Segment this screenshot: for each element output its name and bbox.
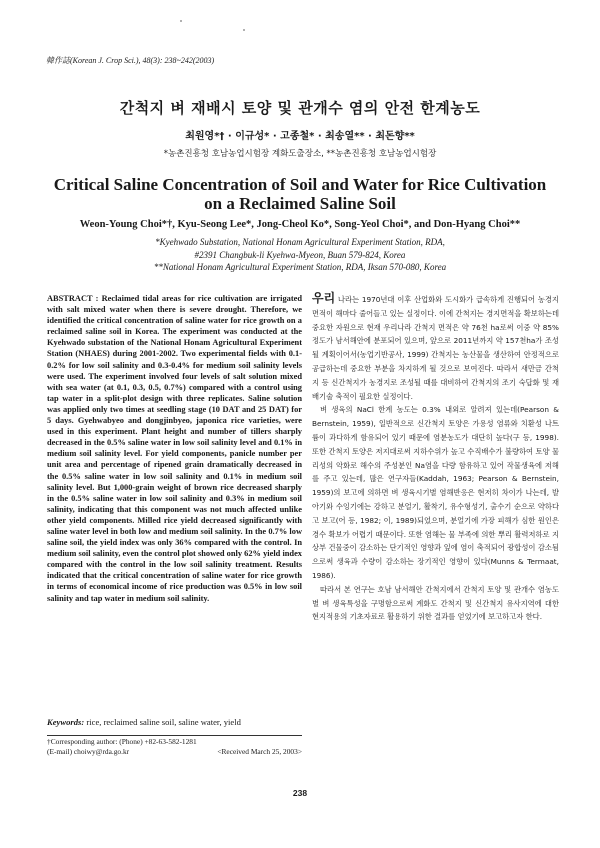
dropcap: 우리 (312, 291, 336, 305)
keywords-label: Keywords: (47, 717, 85, 727)
affiliation-line2: #2391 Changbuk-li Kyehwa-Myeon, Buan 579-824, Korea (194, 249, 406, 260)
body-column (312, 292, 559, 624)
english-title-line1: Critical Saline Concentration of Soil and Water for Rice Cultivation (53, 175, 547, 194)
author-email: (E-mail) choiwy@rda.go.kr (47, 747, 130, 756)
abstract (47, 293, 302, 604)
corresponding-author: †Corresponding author: (Phone) +82-63-582-1281 (47, 737, 197, 746)
english-affiliation (60, 236, 540, 274)
page-number: 238 (292, 788, 308, 798)
affiliation-line1: *Kyehwado Substation, National Honam Agricultural Experiment Station, RDA, (155, 237, 445, 247)
footnote-divider (47, 735, 302, 736)
affiliation-line3: **National Honam Agricultural Experiment Station, RDA, Iksan 570-080, Korea (153, 262, 447, 272)
abstract-label: ABSTRACT : (47, 294, 99, 303)
keywords-text: rice, reclaimed saline soil, saline water, yield (84, 717, 241, 727)
paragraph-1-text: 나라는 1970년대 이후 산업화와 도시화가 급속하게 진행되어 농경지 면적이 해마다 줄어들고 있는 실정이다. 이에 간척지는 경지면적을 확보하는데 중요한 자원으로 현재 우리나라 간척지 면적은 약 76천 ha로써 이중 약 85% 정도가 남서해안에 분포되어 있으며, 앞으로 2011년까지 약 157천ha가 조성될 계획이어서(농업기반공사, 1999) 간척지는 농산물을 생산하여 안정적으로 공급하는데 중요한 부분을 차지하게 될 것으로 보여진다. 따라서 새만금 간척지 등 신간척지가 농경지로 조성될 때를 대비하여 간척지의 조기 숙답화 및 재배기술 축적이 필요한 실정이다. (312, 295, 559, 401)
footnote (47, 737, 302, 757)
body-paragraph-1 (312, 292, 559, 403)
korean-authors: 최원영*† · 이규성* · 고종철* · 최송열** · 최돈향** (185, 131, 415, 142)
scan-speck (180, 20, 182, 22)
english-title-line2: on a Reclaimed Saline Soil (204, 194, 396, 213)
korean-title: 간척지 벼 재배시 토양 및 관개수 염의 안전 한계농도 (119, 99, 481, 117)
received-date: <Received March 25, 2003> (217, 747, 302, 756)
keywords (47, 717, 302, 728)
journal-citation: 韓作誌(Korean J. Crop Sci.), 48(3): 238~242(2003) (46, 56, 215, 65)
english-title (40, 175, 560, 213)
body-paragraph-2: 벼 생육의 NaCl 한계 농도는 0.3% 내외로 알려져 있는데(Pearson & Bernstein, 1959), 일반적으로 신간척지 토양은 가용성 염류와 치환성 나트륨이 과다하게 함유되어 있기 때문에 염분농도가 대단히 높다(구 등, 1998). 또한 간척지 토양은 저지대로써 지하수위가 높고 수직배수가 불량하여 토양 물리성의 악화로 해수의 주성분인 Na염을 다량 함유하고 있어 작물생육에 저해를 주고 있는데, 많은 연구자들(Kaddah, 1963; Pearson & Bernstein, 1959)의 보고에 의하면 벼 생육시기별 염해반응은 현저히 차이가 나는데, 발아기와 수잉기에는 강하고 분얼기, 활착기, 유수형성기, 출수기 순으로 약하다고 보고(어 등, 1982; 이, 1989)되었으며, 분얼기에 가장 피해가 심한 원인은 경수 확보가 어렵기 때문이다. 또한 염해는 물 부족에 의한 뿌리 활력저하로 지상부 건물중이 감소하는 단기적인 영향과 잎에 염이 축적되어 광합성이 감소됨으로써 생육과 수량이 감소하는 장기적인 영향이 있다(Munns & Termaat, 1986). (312, 405, 559, 580)
abstract-text: Reclaimed tidal areas for rice cultivation are irrigated with salt mixed water when there is severe drought. Therefore, we identified the critical concentration of saline water for rice growth on a reclaimed saline soil in Korea. The experiment was conducted at the Kyehwado substation of the National Honam Agricultural Experiment Station (NHAES) during 2001-2002. Two experimental fields with 0.1-0.2% for low soil salinity and 0.3-0.4% for medium soil salinity levels were used. The experiment involved four levels of salt solution mixed with sea water (at 0.1, 0.3, 0.5, 0.7%) compared with a control using tap water in a split-plot design with three replicates. Saline solution was applied only two times at seedling stage (10 DAT and 25 DAT) for 5 days. Gyehwabyeo and dongjinbyeo, japonica rice varieties, were used in this experiment. Plant height and number of tillers sharply decreased in the 0.5% saline water in low soil salinity level and 0.1% in medium soil salinity level. For yield components, panicle number per unit area and percentage of ripened grain dramatically decreased in the 0.5% saline water in low soil salinity and 0.1% in medium soil salinity level. But 1,000-grain weight of brown rice decreased sharply in the 0.5% saline water in low soil salinity and 0.3% in medium soil salinity, indicating that this component was not much affected unlike other yield components. Milled rice yield decreased significantly with saline water level in both low and medium soil salinity. In the 0.7% low saline soil, the yield index was only 36% compared with the control. In medium soil salinity, even the control plot showed only 62% yield index compared with the control in the low soil salinity treatment. Results indicated that the critical concentration of saline water for rice growth in terms of economical income of rice production was 0.5% in low soil salinity and tap water in medium soil salinity. (47, 294, 303, 603)
english-authors: Weon-Young Choi*†, Kyu-Seong Lee*, Jong-Cheol Ko*, Song-Yeol Choi*, and Don-Hyang Choi** (79, 219, 521, 230)
body-paragraph-3: 따라서 본 연구는 호남 남서해안 간척지에서 간척지 토양 및 관개수 염농도별 벼 생육특성을 구명함으로써 계화도 간척지 및 신간척지 유사지역에 대한 현지적용의 기초자료로 활용하기 위한 결과를 얻었기에 보고하고자 한다. (312, 584, 559, 622)
scan-speck (243, 29, 245, 31)
korean-affiliation: *농촌진흥청 호남농업시험장 계화도출장소, **농촌진흥청 호남농업시험장 (163, 149, 437, 159)
